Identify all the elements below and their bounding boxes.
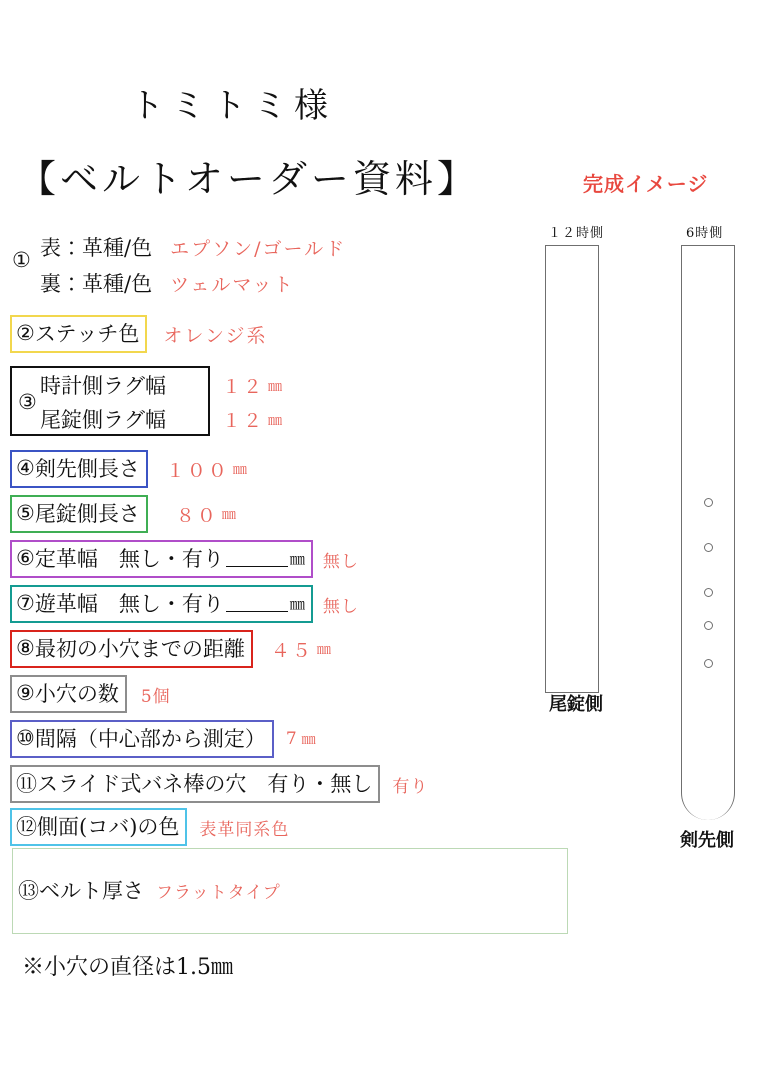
item-10-unit: ㎜ — [301, 732, 316, 748]
finished-image-label: 完成イメージ — [583, 172, 709, 196]
item-10-number: ⑩ — [16, 726, 35, 750]
item-3-bottom-unit: ㎜ — [268, 412, 283, 429]
item-5-value: ８０ — [175, 504, 218, 527]
item-9-label: 小穴の数 — [34, 682, 119, 706]
item-10-row — [10, 720, 316, 758]
item-7-label: 遊革幅 無し・有り — [34, 592, 224, 616]
customer-title: トミトミ様 — [130, 86, 335, 126]
item-1-front-label: 表：革種/色 — [40, 236, 153, 260]
item-12-value: 表革同系色 — [199, 819, 290, 840]
item-3-bottom-value: １２ — [222, 410, 265, 432]
strap-hole — [704, 543, 713, 552]
item-2-number: ② — [16, 321, 35, 345]
item-1-number-wrap — [12, 248, 31, 272]
item-5-label: 尾錠側長さ — [34, 502, 140, 526]
item-6-number: ⑥ — [16, 546, 35, 570]
item-10-box — [10, 720, 274, 758]
item-12-label: 側面(コバ)の色 — [37, 815, 180, 839]
item-3-bottom-label: 尾錠側ラグ幅 — [40, 408, 166, 432]
item-8-label: 最初の小穴までの距離 — [34, 637, 245, 661]
item-3-top-label: 時計側ラグ幅 — [40, 374, 166, 398]
item-12-box — [10, 808, 187, 846]
item-3-top-value: １２ — [222, 376, 265, 398]
item-10-value: 7 — [285, 729, 298, 749]
tip-side-label: 剣先側 — [680, 830, 734, 851]
tip-side-strap — [681, 245, 735, 820]
item-11-number: ⑪ — [16, 772, 37, 796]
item-1-front-value: エプソン/ゴールド — [170, 237, 347, 260]
strap-hole — [704, 621, 713, 630]
item-4-row — [10, 450, 247, 488]
item-11-row — [10, 765, 428, 803]
item-11-label: スライド式バネ棒の穴 有り・無し — [37, 772, 373, 796]
item-6-row — [10, 540, 359, 578]
item-8-box — [10, 630, 253, 668]
item-2-label: ステッチ色 — [34, 322, 140, 346]
item-3-top-value-row — [222, 372, 282, 399]
item-9-row — [10, 675, 171, 713]
item-2-box — [10, 315, 147, 353]
strap-hole — [704, 588, 713, 597]
item-6-value: 無し — [322, 551, 359, 572]
item-1-front-row — [40, 232, 346, 262]
item-11-value: 有り — [392, 776, 429, 797]
item-6-unit: ㎜ — [289, 549, 305, 568]
item-1-back-value: ツェルマット — [170, 273, 295, 296]
item-4-box — [10, 450, 148, 488]
item-1-back-label: 裏：革種/色 — [40, 272, 153, 296]
item-4-unit: ㎜ — [232, 462, 247, 478]
footnote: ※小穴の直径は1.5㎜ — [22, 955, 233, 980]
item-3-bottom-value-row — [222, 406, 282, 433]
page-title: 【ベルトオーダー資料】 — [18, 157, 479, 201]
item-2-row — [10, 315, 267, 353]
item-7-box — [10, 585, 313, 623]
item-9-box — [10, 675, 127, 713]
item-3-box — [10, 366, 210, 436]
item-5-box — [10, 495, 148, 533]
item-7-unit: ㎜ — [289, 594, 305, 613]
item-13-value: フラットタイプ — [156, 882, 281, 903]
item-9-number: ⑨ — [16, 681, 35, 705]
buckle-side-label: 尾錠側 — [549, 694, 603, 715]
item-4-value: １００ — [165, 459, 229, 482]
strap-hole — [704, 659, 713, 668]
item-4-label: 剣先側長さ — [34, 457, 140, 481]
item-7-number: ⑦ — [16, 591, 35, 615]
item-5-unit: ㎜ — [221, 507, 236, 523]
item-13-row — [18, 875, 281, 905]
item-6-blank-field[interactable] — [226, 550, 288, 567]
item-8-unit: ㎜ — [316, 642, 331, 658]
item-13-number: ⑬ — [18, 879, 39, 903]
item-8-number: ⑧ — [16, 636, 35, 660]
item-3-number: ③ — [18, 390, 37, 414]
strap-hole — [704, 498, 713, 507]
item-4-number: ④ — [16, 456, 35, 480]
item-13-label: ベルト厚さ — [39, 879, 144, 903]
item-10-label: 間隔（中心部から測定） — [34, 727, 266, 751]
item-6-label: 定革幅 無し・有り — [34, 547, 224, 571]
item-1-number: ① — [12, 248, 31, 272]
item-11-box — [10, 765, 380, 803]
item-5-row — [10, 495, 236, 533]
twelve-oclock-caption: １２時側 — [548, 226, 605, 241]
item-3-top-unit: ㎜ — [268, 378, 283, 395]
item-9-value: 5個 — [140, 686, 171, 707]
six-oclock-caption: 6時側 — [686, 226, 724, 241]
item-7-value: 無し — [322, 596, 359, 617]
item-12-number: ⑫ — [16, 815, 37, 839]
item-7-blank-field[interactable] — [226, 595, 288, 612]
item-7-row — [10, 585, 359, 623]
item-8-value: ４５ — [270, 639, 313, 662]
item-2-value: オレンジ系 — [163, 324, 268, 347]
buckle-side-strap — [545, 245, 599, 693]
item-12-row — [10, 808, 289, 846]
item-8-row — [10, 630, 331, 668]
item-1-back-row — [40, 268, 295, 298]
item-5-number: ⑤ — [16, 501, 35, 525]
item-6-box — [10, 540, 313, 578]
